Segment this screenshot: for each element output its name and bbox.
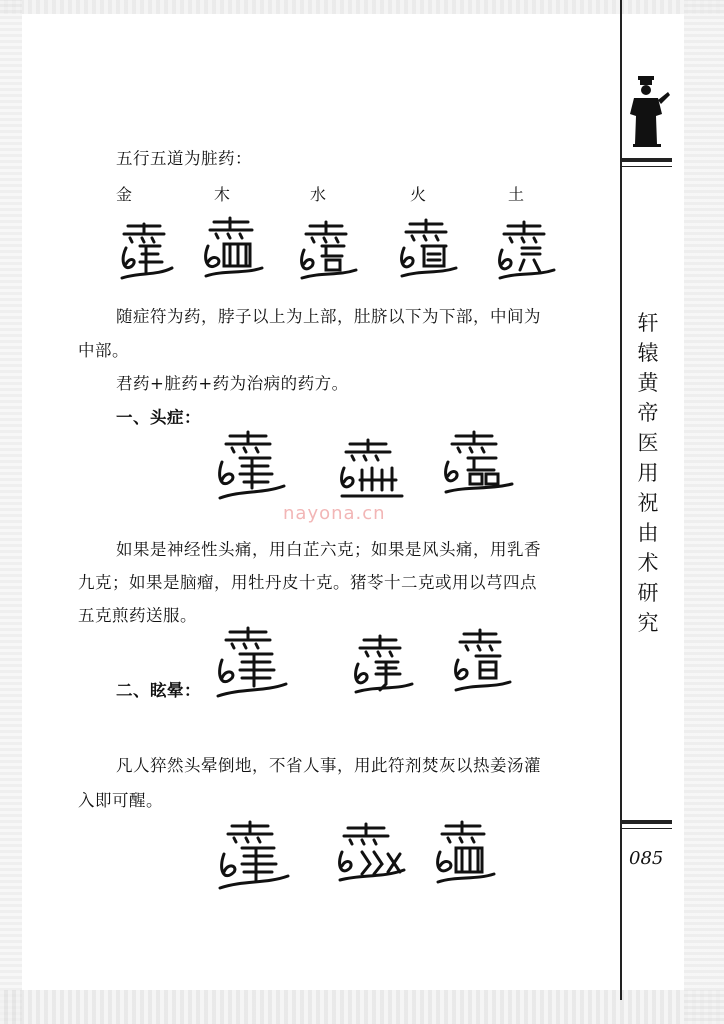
element-label: 木	[214, 185, 231, 204]
talisman-dizziness-2	[350, 634, 416, 698]
talisman-water	[296, 220, 360, 284]
paragraph-line: 中部。	[78, 341, 129, 360]
sidebar-rule	[620, 166, 672, 167]
intro-text: 五行五道为脏药：	[116, 149, 252, 168]
talisman-headache-2	[336, 438, 408, 500]
title-char: 研	[637, 581, 659, 605]
title-char: 术	[637, 551, 659, 575]
title-char: 医	[637, 431, 659, 455]
paragraph-line: 凡人猝然头晕倒地，不省人事，用此符剂焚灰以热姜汤灌	[116, 756, 541, 775]
section-heading: 一、头症：	[116, 408, 201, 427]
paragraph-line: 五克煎药送服。	[78, 606, 197, 625]
talisman-wood	[200, 216, 264, 282]
title-char: 祝	[637, 491, 659, 515]
talisman-fire	[396, 218, 460, 282]
talisman-headache-3	[440, 430, 514, 498]
title-char: 究	[637, 611, 659, 635]
scan-border-bottom	[0, 990, 724, 1024]
title-char: 用	[637, 461, 659, 485]
title-char: 辕	[637, 341, 659, 365]
scan-border-left	[0, 0, 22, 1024]
watermark: nayona.cn	[283, 503, 386, 524]
element-label: 水	[310, 185, 327, 204]
talisman-metal	[116, 220, 176, 284]
emperor-figure-icon	[624, 74, 670, 148]
page-number: 085	[629, 848, 664, 869]
talisman-revive-2	[334, 822, 408, 884]
title-char: 轩	[637, 311, 659, 335]
element-label: 火	[410, 185, 427, 204]
talisman-earth	[494, 220, 558, 284]
paragraph-line: 君药+脏药+药为治病的药方。	[116, 374, 349, 393]
sidebar-rule	[620, 820, 672, 824]
element-label: 土	[508, 185, 525, 204]
talisman-dizziness-3	[450, 628, 514, 698]
paragraph-line: 入即可醒。	[78, 791, 163, 810]
paragraph-line: 如果是神经性头痛，用白芷六克；如果是风头痛，用乳香	[116, 540, 541, 559]
title-char: 由	[637, 521, 659, 545]
talisman-revive-1	[216, 820, 290, 894]
paragraph-line: 随症符为药，脖子以上为上部，肚脐以下为下部，中间为	[116, 307, 541, 326]
sidebar-rule	[620, 828, 672, 829]
scan-border-top	[0, 0, 724, 14]
paragraph-line: 九克；如果是脑瘤，用牡丹皮十克。猪苓十二克或用以芎四点	[78, 573, 537, 592]
talisman-revive-3	[432, 820, 496, 888]
book-title-vertical	[626, 308, 670, 638]
talisman-headache-1	[214, 430, 286, 504]
title-char: 帝	[637, 401, 659, 425]
sidebar-rule	[620, 158, 672, 162]
element-label: 金	[116, 185, 133, 204]
talisman-dizziness-1	[214, 626, 288, 702]
section-heading: 二、眩晕：	[116, 681, 201, 700]
title-char: 黄	[637, 371, 659, 395]
